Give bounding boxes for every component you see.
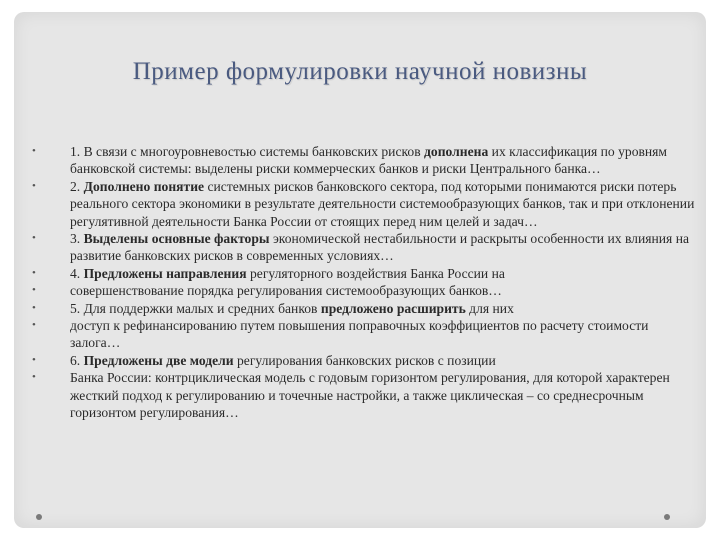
- list-item: [32, 300, 702, 317]
- item-highlight: Предложены направления: [83, 265, 247, 281]
- list-item: [32, 352, 702, 369]
- bullet-icon: •: [32, 353, 36, 366]
- list-item: [32, 282, 702, 299]
- corner-dot-icon: [36, 514, 42, 520]
- list-item: [32, 369, 702, 421]
- item-highlight: предложено расширить: [320, 300, 466, 316]
- item-text: 2.: [70, 178, 84, 194]
- item-text: системных рисков банковского сектора, под которыми понимаются риски потерь реального сектора экономики в результате деятельности системообразующих банков, так и при отклонении регулятивной деятельности Банка России от стоящих перед ним целей и задач…: [70, 178, 695, 229]
- item-text: 5. Для поддержки малых и средних банков: [70, 300, 321, 316]
- list-item: [32, 317, 702, 352]
- item-highlight: Дополнено понятие: [83, 178, 205, 194]
- list-item: [32, 265, 702, 282]
- bullet-icon: •: [32, 319, 36, 332]
- item-highlight: Предложены две модели: [83, 352, 234, 368]
- list-item: [32, 178, 702, 230]
- item-text: их классификация по уровням банковской системы: выделены риски коммерческих банков и риски Центрального банка…: [70, 144, 668, 177]
- item-text: 6.: [70, 352, 84, 368]
- item-text: 1. В связи с многоуровневостью системы банковских рисков: [70, 144, 425, 159]
- bullet-icon: •: [32, 371, 36, 384]
- novelty-list: [32, 143, 702, 422]
- slide-title: Пример формулировки научной новизны: [132, 58, 588, 85]
- bullet-icon: •: [32, 145, 36, 157]
- bullet-icon: •: [32, 301, 36, 314]
- item-text: 3.: [70, 231, 84, 247]
- list-item: [32, 230, 702, 265]
- item-text: 4.: [70, 265, 84, 281]
- item-text: регуляторного воздействия Банка России на: [246, 265, 505, 281]
- bullet-icon: •: [32, 266, 36, 279]
- item-highlight: дополнена: [424, 144, 489, 159]
- item-text: регулирования банковских рисков с позиции: [233, 352, 496, 368]
- item-text: совершенствование порядка регулирования системообразующих банков…: [70, 283, 502, 299]
- corner-dot-icon: [664, 514, 670, 520]
- bullet-icon: •: [32, 284, 36, 297]
- item-text: экономической нестабильности и раскрыты особенности их влияния на развитие банковских рисков в современных условиях…: [70, 231, 690, 264]
- item-text: Банка России: контрциклическая модель с годовым горизонтом регулирования, для которой характерен жесткий подход к регулированию и точечные настройки, а также циклическая – со среднесрочным горизонтом регулирования…: [70, 370, 670, 421]
- item-text: доступ к рефинансированию путем повышения поправочных коэффициентов по расчету стоимости залога…: [70, 318, 649, 351]
- bullet-icon: •: [32, 179, 36, 192]
- list-item: [32, 143, 702, 178]
- item-text: для них: [465, 300, 514, 316]
- bullet-icon: •: [32, 232, 36, 245]
- item-highlight: Выделены основные факторы: [83, 231, 270, 247]
